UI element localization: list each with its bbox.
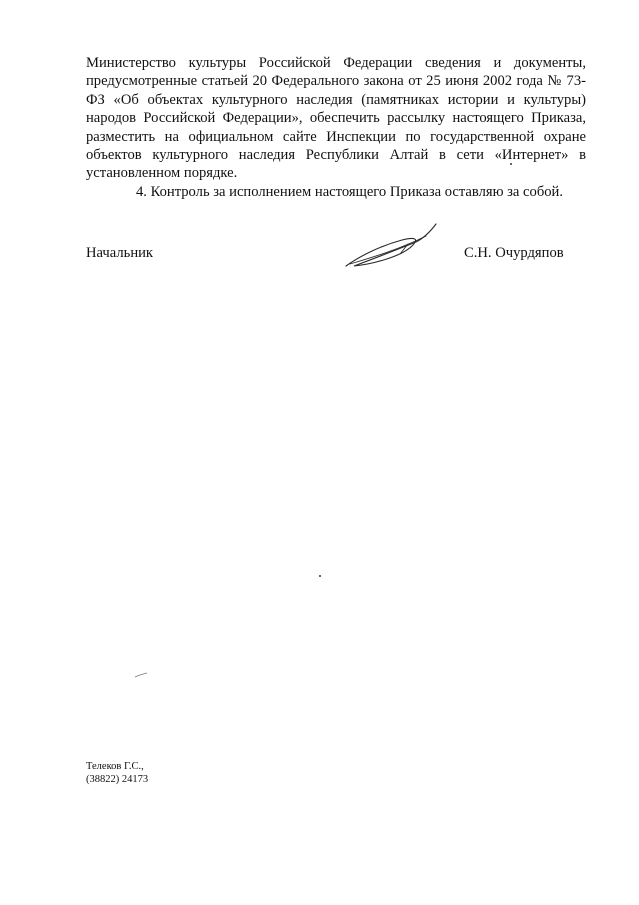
executor-phone: (38822) 24173 <box>86 774 149 785</box>
document-body <box>86 54 586 201</box>
signatory-title: Начальник <box>86 245 154 261</box>
signatory-name: С.Н. Очурдяпов <box>464 245 564 261</box>
executor-name: Телеков Г.С., <box>86 761 144 772</box>
scan-speck <box>319 575 321 577</box>
handwritten-signature <box>340 220 440 270</box>
scan-speck <box>510 163 512 165</box>
executor-footer <box>86 760 148 786</box>
scan-mark <box>134 672 148 678</box>
paragraph-continuation: Министерство культуры Российской Федерации сведения и документы, предусмотренные статьей 20 Федерального закона от 25 июня 2002 года № 73-ФЗ «Об объектах культурного наследия (памятниках истории и культуры) народов Российской Федерации», обеспечить рассылку настоящего Приказа, разместить на официальном сайте Инспекции по государственной охране объектов культурного наследия Республики Алтай в сети «Интернет» в установленном порядке. <box>86 55 586 182</box>
paragraph-item-4: 4. Контроль за исполнением настоящего Приказа оставляю за собой. <box>136 183 564 200</box>
